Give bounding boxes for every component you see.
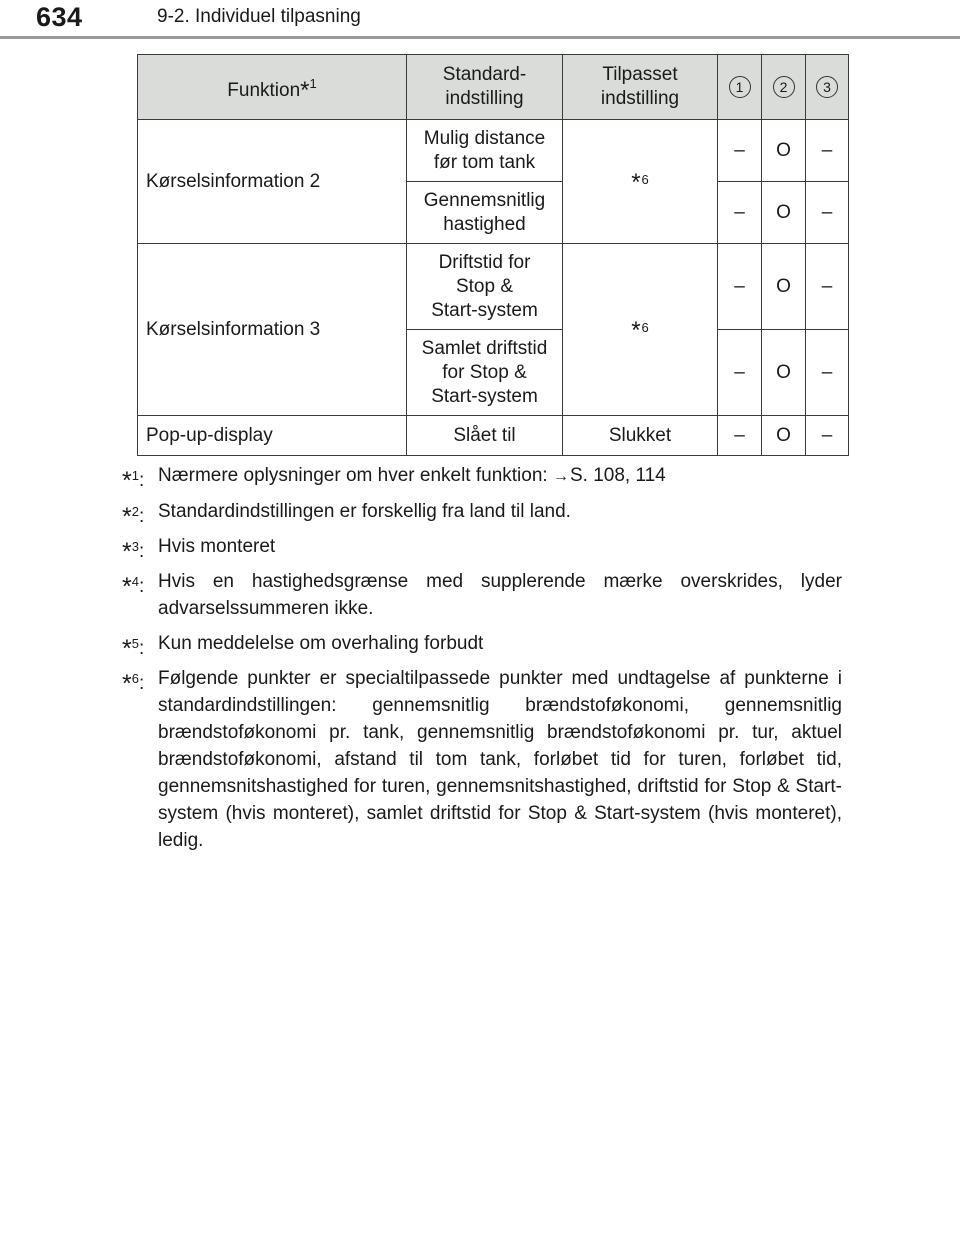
page-header [0,0,960,40]
footnote-text: Hvis monteret [158,536,276,557]
asterisk-icon: * [122,635,132,663]
footnote-ref: 6 [641,172,649,187]
default-cell: Gennemsnitlig hastighed [407,182,563,244]
custom-cell: Slukket [563,416,718,456]
custom-cell [563,120,718,244]
footnote: *$^6$: Følgende punkter er specialtilpassede punkter med undtagelse af punkterne i standardindstillingen: gennemsnitlig brændstoføkonomi, gennemsnitlig brændstoføkonomi pr. tank, gennemsnitlig brændstoføkonomi pr. tur, aktuel brændstoføkonomi, afstand til tom tank, forløbet tid for turen, forløbet tid, gennemsnitshastighed for turen, gennemsnitshastighed, driftstid for Stop & Start-system (hvis monteret), samlet driftstid for Stop & Start-system (hvis monteret), ledig. [122,665,842,854]
column-header-default: Standard- indstilling [407,55,563,120]
cell-1: – [718,416,762,456]
asterisk-icon: * [122,670,132,698]
footnote-number: 6 [131,671,139,686]
table-header-row [138,55,849,120]
asterisk-icon: * [122,467,132,495]
asterisk-icon: * [631,169,641,196]
table-row [138,416,849,456]
cell-1: – [718,244,762,330]
cell-2: O [762,244,806,330]
header-rule [0,36,960,39]
default-cell: Driftstid for Stop & Start-system [407,244,563,330]
asterisk-icon: * [300,76,310,104]
footnote: *$^2$: Standardindstillingen er forskellig fra land til land. [122,498,842,525]
cell-1: – [718,330,762,416]
footnote-text: Hvis en hastighedsgrænse med supplerende mærke overskrides, lyder advarselssummeren ikke. [158,571,842,619]
table-row [138,244,849,330]
function-cell: Kørselsinformation 3 [138,244,407,416]
footnote-text: Nærmere oplysninger om hver enkelt funktion: [158,465,553,486]
table-row [138,120,849,182]
footnote: *$^1$: Nærmere oplysninger om hver enkelt funktion: →S. 108, 114 [122,465,666,495]
cell-3: – [806,416,849,456]
footnote-number: 1 [131,468,139,483]
cell-2: O [762,182,806,244]
column-header-2 [762,55,806,120]
footnote-ref: 1 [309,75,317,91]
column-header-function: Funktion*$^1$ [138,55,407,120]
cell-2: O [762,416,806,456]
default-cell: Mulig distance før tom tank [407,120,563,182]
footnote-number: 2 [131,504,139,519]
cell-2: O [762,120,806,182]
cell-1: – [718,120,762,182]
circled-number-icon: 3 [816,76,838,98]
column-header-3 [806,55,849,120]
default-cell: Slået til [407,416,563,456]
footnote: *$^3$: Hvis monteret [122,533,842,560]
footnote-number: 5 [131,636,139,651]
page-number: 634 [36,2,83,32]
default-cell: Samlet driftstid for Stop & Start-system [407,330,563,416]
footnote: *$^5$: Kun meddelelse om overhaling forbudt [122,630,842,657]
circled-number-icon: 2 [773,76,795,98]
asterisk-icon: * [122,503,132,531]
footnote: *$^4$: Hvis en hastighedsgrænse med supplerende mærke overskrides, lyder advarselssummeren ikke. [122,568,842,622]
arrow-right-icon: → [552,468,569,485]
asterisk-icon: * [122,538,132,566]
settings-table [137,54,849,456]
cell-3: – [806,330,849,416]
section-title: 9-2. Individuel tilpasning [157,6,361,27]
column-header-custom: Tilpasset indstilling [563,55,718,120]
footnote-number: 3 [131,539,139,554]
function-cell: Kørselsinformation 2 [138,120,407,244]
column-header-1 [718,55,762,120]
footnote-text: Standardindstillingen er forskellig fra land til land. [158,501,571,522]
cell-1: – [718,182,762,244]
asterisk-icon: * [122,573,132,601]
footnote-number: 4 [131,574,139,589]
function-cell: Pop-up-display [138,416,407,456]
cell-3: – [806,120,849,182]
cell-3: – [806,182,849,244]
cell-2: O [762,330,806,416]
cell-3: – [806,244,849,330]
circled-number-icon: 1 [729,76,751,98]
footnote-ref: 6 [641,320,649,335]
custom-cell [563,244,718,416]
page-reference-link[interactable]: S. 108, 114 [569,465,666,486]
footnote-text: Kun meddelelse om overhaling forbudt [158,633,484,654]
footnote-text: Følgende punkter er specialtilpassede punkter med undtagelse af punkterne i standardindstillingen: gennemsnitlig brændstoføkonomi, gennemsnitlig brændstoføkonomi pr. tank, gennemsnitlig brændstoføkonomi pr. tur, aktuel brændstoføkonomi, afstand til tom tank, forløbet tid for turen, forløbet tid, gennemsnitshastighed for turen, gennemsnitshastighed, driftstid for Stop & Start-system (hvis monteret), samlet driftstid for Stop & Start-system (hvis monteret), ledig. [158,668,842,851]
asterisk-icon: * [631,317,641,344]
footnotes [122,462,842,862]
